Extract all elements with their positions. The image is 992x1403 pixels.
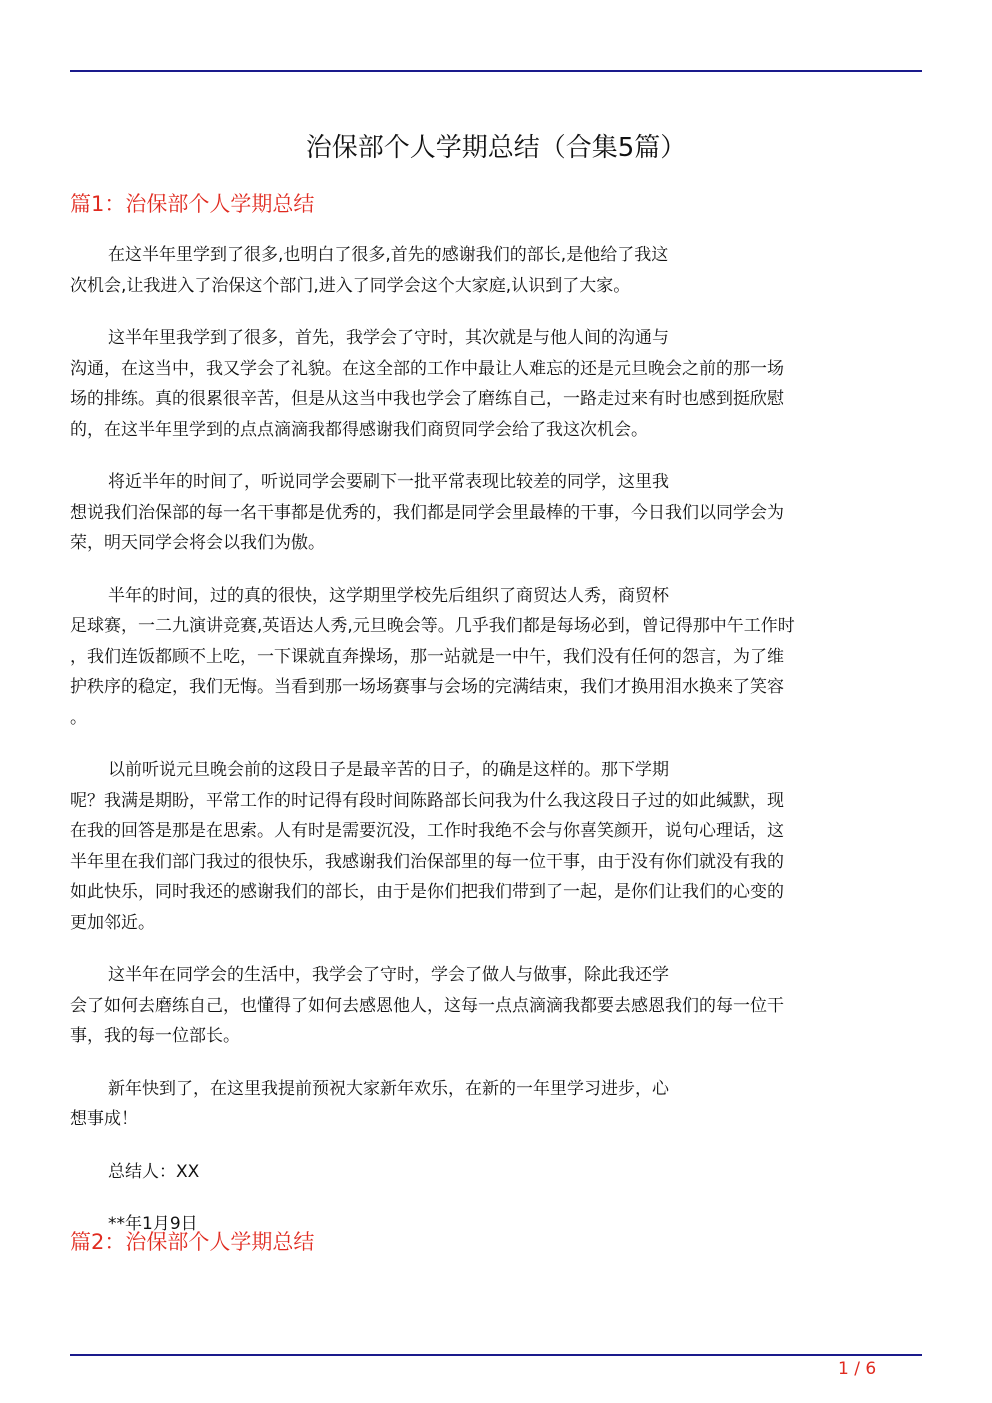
signature-line [70, 1157, 922, 1188]
document-title: 治保部个人学期总结（合集5篇） [305, 133, 687, 163]
paragraph-1 [70, 240, 922, 301]
text-line: 如此快乐，同时我还的感谢我们的部长，由于是你们把我们带到了一起，是你们让我们的心变的 [70, 882, 784, 902]
text-line: 在这半年里学到了很多,也明白了很多,首先的感谢我们的部长,是他给了我这 [108, 245, 669, 265]
text-line: 半年的时间，过的真的很快，这学期里学校先后组织了商贸达人秀，商贸杯 [108, 585, 669, 606]
text-line: 沟通，在这当中，我又学会了礼貌。在这全部的工作中最让人难忘的还是元旦晚会之前的那一场 [70, 358, 784, 379]
text-line: 这半年在同学会的生活中，我学会了守时，学会了做人与做事，除此我还学 [108, 965, 669, 985]
text-line: 想说我们治保部的每一名干事都是优秀的，我们都是同学会里最棒的干事，今日我们以同学会为 [70, 502, 784, 523]
text-line: 事，我的每一位部长。 [70, 1026, 240, 1046]
text-line: 足球赛，一二九演讲竞赛,英语达人秀,元旦晚会等。几乎我们都是每场必到，曾记得那中午工作时 [70, 616, 795, 636]
text-line: ，我们连饭都顾不上吃，一下课就直奔操场，那一站就是一中午，我们没有任何的怨言，为了维 [70, 646, 784, 667]
text-line: 场的排练。真的很累很辛苦，但是从这当中我也学会了磨练自己，一路走过来有时也感到挺欣慰 [70, 389, 784, 409]
text-line: 次机会,让我进入了治保这个部门,进入了同学会这个大家庭,认识到了大家。 [70, 275, 631, 296]
paragraph-7 [70, 1074, 922, 1135]
text-line: 在我的回答是那是在思索。人有时是需要沉没，工作时我绝不会与你喜笑颜开，说句心理话，这 [70, 821, 784, 841]
text-line: 会了如何去磨练自己，也懂得了如何去感恩他人，这每一点点滴滴我都要去感恩我们的每一位干 [70, 995, 784, 1016]
text-line: 以前听说元旦晚会前的这段日子是最辛苦的日子，的确是这样的。那下学期 [108, 760, 669, 780]
text-line: 荣，明天同学会将会以我们为傲。 [70, 533, 325, 553]
page-number: 1 / 6 [838, 1359, 877, 1379]
section-heading-1: 篇1：治保部个人学期总结 [70, 192, 315, 216]
text-line: 将近半年的时间了，听说同学会要刷下一批平常表现比较差的同学，这里我 [108, 472, 669, 492]
text-line: 想事成！ [70, 1109, 138, 1129]
footer-rule [70, 1354, 922, 1356]
paragraph-3 [70, 467, 922, 559]
text-line: 总结人：XX [108, 1161, 200, 1182]
text-line: 半年里在我们部门我过的很快乐，我感谢我们治保部里的每一位干事，由于没有你们就没有我的 [70, 851, 784, 872]
text-line: 的，在这半年里学到的点点滴滴我都得感谢我们商贸同学会给了我这次机会。 [70, 419, 648, 440]
text-line: 护秩序的稳定，我们无悔。当看到那一场场赛事与会场的完满结束，我们才换用泪水换来了笑容 [70, 677, 784, 697]
text-line: 。 [70, 707, 87, 728]
section-heading-2: 篇2：治保部个人学期总结 [70, 1230, 315, 1254]
paragraph-6 [70, 960, 922, 1052]
text-line: 呢？我满是期盼，平常工作的时记得有段时间陈路部长问我为什么我这段日子过的如此缄默，现 [70, 790, 784, 811]
paragraph-4 [70, 581, 922, 734]
text-line: 新年快到了，在这里我提前预祝大家新年欢乐，在新的一年里学习进步，心 [108, 1078, 669, 1099]
section-1-body [70, 240, 922, 1262]
paragraph-5 [70, 755, 922, 938]
text-line: **年1月9日 [108, 1214, 198, 1234]
text-line: 这半年里我学到了很多，首先，我学会了守时，其次就是与他人间的沟通与 [108, 328, 669, 348]
paragraph-2 [70, 323, 922, 445]
header-rule [70, 70, 922, 72]
text-line: 更加邻近。 [70, 912, 155, 933]
